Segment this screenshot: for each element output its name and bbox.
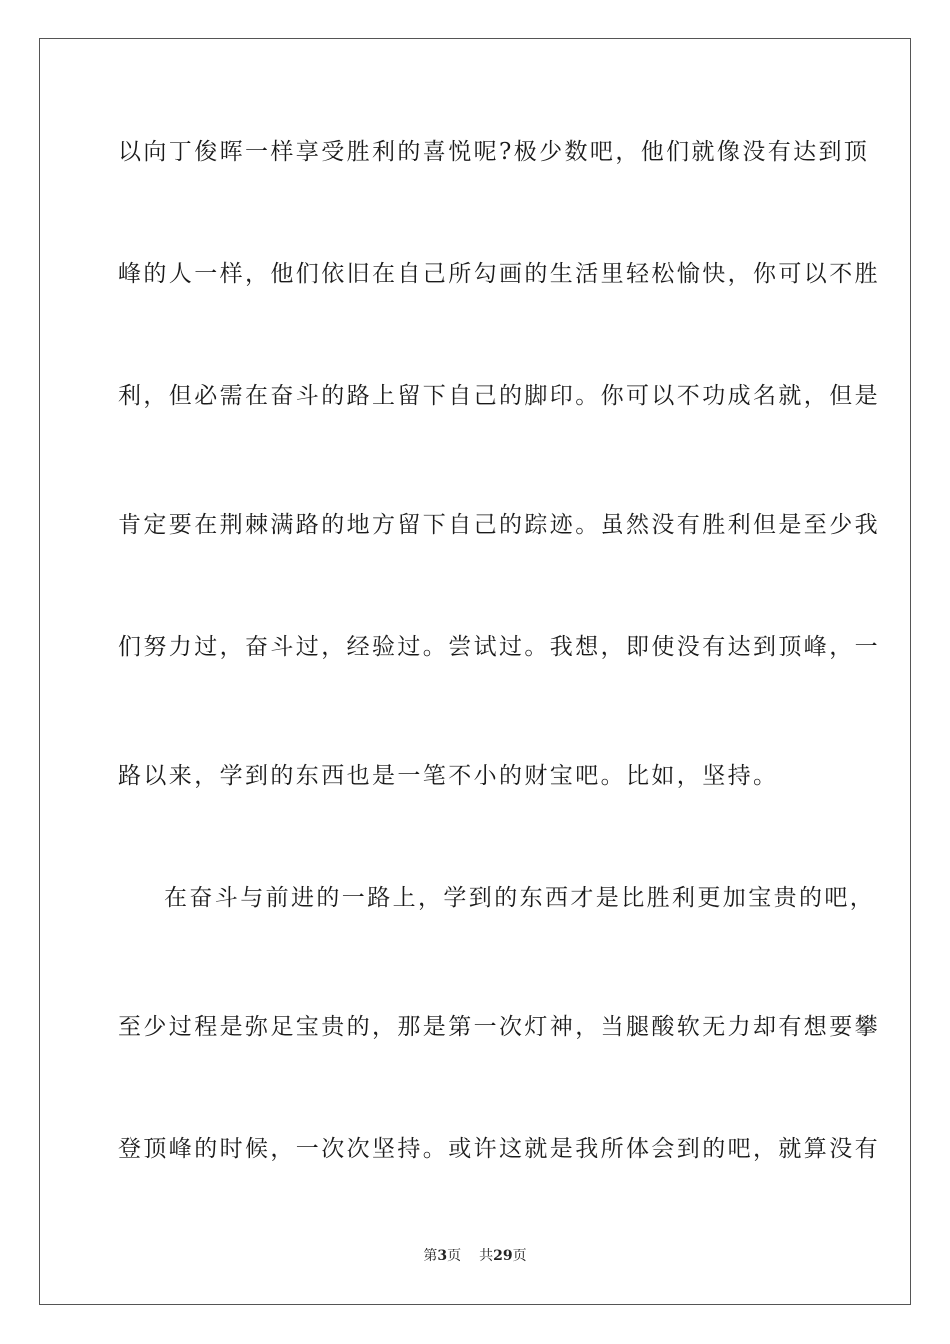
page-frame <box>39 38 911 1305</box>
total-pages: 29 <box>493 1248 513 1264</box>
page-prefix: 第 <box>423 1248 438 1264</box>
text-line-2: 峰的人一样，他们依旧在自己所勾画的生活里轻松愉快，你可以不胜 <box>118 261 880 287</box>
text-line-6: 路以来，学到的东西也是一笔不小的财宝吧。比如，坚持。 <box>118 763 779 789</box>
text-line-5: 们努力过，奋斗过，经验过。尝试过。我想，即使没有达到顶峰，一 <box>118 634 880 660</box>
text-line-3: 利，但必需在奋斗的路上留下自己的脚印。你可以不功成名就，但是 <box>118 383 880 409</box>
page-suffix: 页 <box>447 1248 462 1264</box>
total-prefix: 共 <box>479 1248 494 1264</box>
text-line-8: 至少过程是弥足宝贵的，那是第一次灯神，当腿酸软无力却有想要攀 <box>118 1014 880 1040</box>
page-number: 3 <box>437 1248 448 1264</box>
text-line-1: 以向丁俊晖一样享受胜利的喜悦呢?极少数吧，他们就像没有达到顶 <box>118 139 870 165</box>
text-line-9: 登顶峰的时候，一次次坚持。或许这就是我所体会到的吧，就算没有 <box>118 1136 880 1162</box>
page-footer <box>0 1247 950 1265</box>
total-suffix: 页 <box>512 1248 527 1264</box>
paragraph-2-line-1: 在奋斗与前进的一路上，学到的东西才是比胜利更加宝贵的吧， <box>164 885 876 911</box>
text-line-4: 肯定要在荆棘满路的地方留下自己的踪迹。虽然没有胜利但是至少我 <box>118 512 880 538</box>
